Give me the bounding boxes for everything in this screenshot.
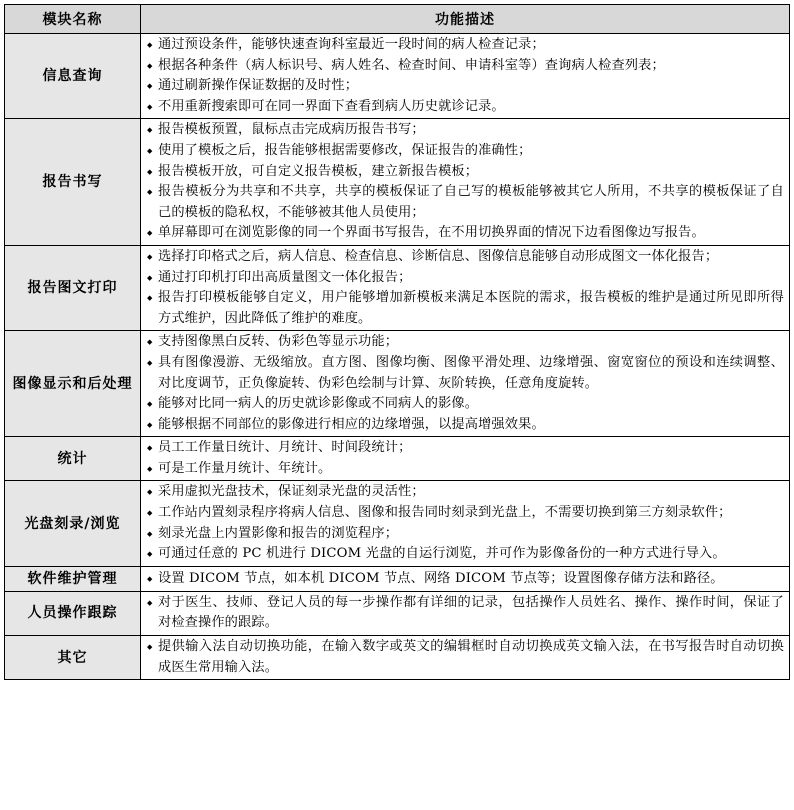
module-name: 软件维护管理: [5, 566, 141, 591]
feature-item: ◆ 选择打印格式之后，病人信息、检查信息、诊断信息、图像信息能够自动形成图文一体化报告；: [147, 247, 784, 268]
module-description: [141, 591, 790, 635]
feature-item: ◆ 采用虚拟光盘技术，保证刻录光盘的灵活性；: [147, 482, 784, 503]
feature-item: ◆ 支持图像黑白反转、伪彩色等显示功能；: [147, 332, 784, 353]
module-description: [141, 331, 790, 437]
module-description: [141, 245, 790, 330]
feature-list: [147, 482, 784, 564]
module-rows: [5, 34, 790, 680]
module-name: 报告图文打印: [5, 245, 141, 330]
table-row: [5, 591, 790, 635]
module-description: [141, 34, 790, 119]
module-name: 统计: [5, 437, 141, 481]
feature-item: ◆ 报告模板分为共享和不共享，共享的模板保证了自己写的模板能够被其它人所用，不共享的模板保证了自己的模板的隐私权，不能够被其他人员使用；: [147, 182, 784, 223]
feature-item: ◆ 报告打印模板能够自定义，用户能够增加新模板来满足本医院的需求，报告模板的维护是通过所见即所得方式维护，因此降低了维护的难度。: [147, 288, 784, 329]
feature-item: ◆ 员工工作量日统计、月统计、时间段统计；: [147, 438, 784, 459]
feature-item: ◆ 可是工作量月统计、年统计。: [147, 459, 784, 480]
feature-item: ◆ 单屏幕即可在浏览影像的同一个界面书写报告，在不用切换界面的情况下边看图像边写报告。: [147, 223, 784, 244]
table-row: [5, 245, 790, 330]
module-description: [141, 481, 790, 566]
feature-item: ◆ 根据各种条件（病人标识号、病人姓名、检查时间、申请科室等）查询病人检查列表；: [147, 56, 784, 77]
module-name: 人员操作跟踪: [5, 591, 141, 635]
module-name: 光盘刻录/浏览: [5, 481, 141, 566]
module-description: [141, 566, 790, 591]
feature-table: [4, 4, 790, 680]
feature-item: ◆ 通过打印机打印出高质量图文一体化报告；: [147, 268, 784, 289]
feature-item: ◆ 报告模板开放，可自定义报告模板，建立新报告模板；: [147, 162, 784, 183]
feature-item: ◆ 刻录光盘上内置影像和报告的浏览程序；: [147, 524, 784, 545]
table-row: [5, 437, 790, 481]
feature-list: [147, 438, 784, 479]
feature-item: ◆ 报告模板预置，鼠标点击完成病历报告书写；: [147, 120, 784, 141]
feature-item: ◆ 具有图像漫游、无级缩放。直方图、图像均衡、图像平滑处理、边缘增强、窗宽窗位的预设和连续调整、对比度调节，正负像旋转、伪彩色绘制与计算、灰阶转换，任意角度旋转。: [147, 353, 784, 394]
module-description: [141, 636, 790, 680]
feature-list: [147, 332, 784, 435]
feature-item: ◆ 工作站内置刻录程序将病人信息、图像和报告同时刻录到光盘上，不需要切换到第三方刻录软件；: [147, 503, 784, 524]
feature-item: ◆ 通过预设条件，能够快速查询科室最近一段时间的病人检查记录；: [147, 35, 784, 56]
feature-item: ◆ 提供输入法自动切换功能，在输入数字或英文的编辑框时自动切换成英文输入法，在书写报告时自动切换成医生常用输入法。: [147, 637, 784, 678]
feature-item: ◆ 不用重新搜索即可在同一界面下查看到病人历史就诊记录。: [147, 97, 784, 118]
table-row: [5, 566, 790, 591]
feature-item: ◆ 可通过任意的 PC 机进行 DICOM 光盘的自运行浏览，并可作为影像备份的一种方式进行导入。: [147, 544, 784, 565]
header-module-name: 模块名称: [5, 5, 141, 34]
table-row: [5, 481, 790, 566]
module-description: [141, 437, 790, 481]
feature-list: [147, 637, 784, 678]
header-row: [5, 5, 790, 34]
feature-list: [147, 247, 784, 329]
feature-list: [147, 569, 784, 590]
module-name: 信息查询: [5, 34, 141, 119]
feature-item: ◆ 使用了模板之后，报告能够根据需要修改，保证报告的准确性；: [147, 141, 784, 162]
table-row: [5, 119, 790, 246]
module-description: [141, 119, 790, 246]
feature-list: [147, 35, 784, 117]
feature-item: ◆ 能够根据不同部位的影像进行相应的边缘增强，以提高增强效果。: [147, 415, 784, 436]
header-function-description: 功能描述: [141, 5, 790, 34]
feature-item: ◆ 通过刷新操作保证数据的及时性；: [147, 76, 784, 97]
feature-list: [147, 593, 784, 634]
table-row: [5, 331, 790, 437]
feature-item: ◆ 设置 DICOM 节点，如本机 DICOM 节点、网络 DICOM 节点等；设置图像存储方法和路径。: [147, 569, 784, 590]
feature-item: ◆ 对于医生、技师、登记人员的每一步操作都有详细的记录，包括操作人员姓名、操作、操作时间，保证了对检查操作的跟踪。: [147, 593, 784, 634]
table-row: [5, 636, 790, 680]
module-name: 其它: [5, 636, 141, 680]
module-name: 报告书写: [5, 119, 141, 246]
feature-list: [147, 120, 784, 244]
feature-item: ◆ 能够对比同一病人的历史就诊影像或不同病人的影像。: [147, 394, 784, 415]
table-row: [5, 34, 790, 119]
module-name: 图像显示和后处理: [5, 331, 141, 437]
